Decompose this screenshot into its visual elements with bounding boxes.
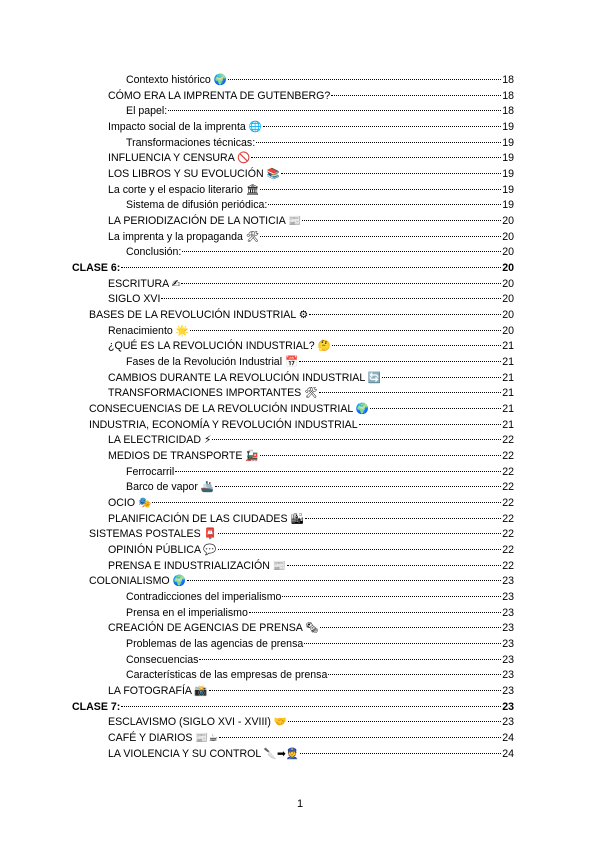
toc-entry-title: SIGLO XVI xyxy=(108,293,161,306)
dot-leader xyxy=(263,126,501,127)
toc-entry-title: Conclusión: xyxy=(126,246,182,259)
toc-entry-title: ESCLAVISMO (SIGLO XVI - XVIII) 🤝 xyxy=(108,716,288,729)
toc-entry[interactable] xyxy=(126,354,514,370)
toc-entry-title: La corte y el espacio literario 🏛 xyxy=(108,183,260,196)
toc-entry[interactable] xyxy=(89,307,514,323)
dot-leader xyxy=(121,267,501,268)
dot-leader xyxy=(228,79,501,80)
toc-entry[interactable] xyxy=(89,401,514,417)
toc-entry-title: El papel: xyxy=(126,105,168,118)
dot-leader xyxy=(251,157,501,158)
toc-entry[interactable] xyxy=(108,213,514,229)
toc-entry[interactable] xyxy=(108,511,514,527)
dot-leader xyxy=(212,439,501,440)
toc-entry-page: 20 xyxy=(502,324,514,337)
dot-leader xyxy=(300,753,501,754)
toc-entry[interactable] xyxy=(108,182,514,198)
dot-leader xyxy=(304,643,501,644)
toc-entry[interactable] xyxy=(108,683,514,699)
dot-leader xyxy=(161,298,501,299)
toc-entry[interactable] xyxy=(126,479,514,495)
dot-leader xyxy=(320,627,501,628)
toc-entry-title: PLANIFICACIÓN DE LAS CIUDADES 🏙 xyxy=(108,512,304,525)
toc-entry-page: 19 xyxy=(502,183,514,196)
toc-entry[interactable] xyxy=(108,385,514,401)
dot-leader xyxy=(268,204,501,205)
toc-entry-page: 23 xyxy=(502,638,514,651)
dot-leader xyxy=(218,533,501,534)
toc-entry-title: ESCRITURA ✍ xyxy=(108,277,181,290)
toc-entry-title: LA ELECTRICIDAD ⚡ xyxy=(108,434,212,447)
toc-entry[interactable] xyxy=(108,746,514,762)
toc-entry-page: 23 xyxy=(502,700,514,713)
toc-entry[interactable] xyxy=(126,636,514,652)
dot-leader xyxy=(152,502,501,503)
dot-leader xyxy=(288,721,501,722)
toc-entry-title: Características de las empresas de prensa xyxy=(126,669,328,682)
toc-entry-page: 23 xyxy=(502,669,514,682)
toc-entry-title: LA VIOLENCIA Y SU CONTROL 🔪➡👮 xyxy=(108,747,300,760)
toc-entry-title: Consecuencias xyxy=(126,653,199,666)
toc-entry-title: Contradicciones del imperialismo xyxy=(126,591,282,604)
dot-leader xyxy=(282,596,501,597)
dot-leader xyxy=(319,392,501,393)
toc-entry-title: CLASE 7: xyxy=(72,700,121,713)
toc-entry-title: Transformaciones técnicas: xyxy=(126,136,256,149)
toc-entry-page: 20 xyxy=(502,262,514,275)
toc-entry-page: 18 xyxy=(502,105,514,118)
toc-entry-page: 20 xyxy=(502,309,514,322)
dot-leader xyxy=(168,110,501,111)
toc-entry-page: 19 xyxy=(502,168,514,181)
toc-entry[interactable] xyxy=(126,244,514,260)
toc-entry-title: ¿QUÉ ES LA REVOLUCIÓN INDUSTRIAL? 🤔 xyxy=(108,340,331,353)
dot-leader xyxy=(302,220,501,221)
toc-entry[interactable] xyxy=(108,558,514,574)
dot-leader xyxy=(256,142,501,143)
toc-entry[interactable] xyxy=(108,448,514,464)
toc-entry[interactable] xyxy=(126,667,514,683)
toc-entry-title: Ferrocarril xyxy=(126,465,175,478)
toc-entry-title: La imprenta y la propaganda 🛠 xyxy=(108,230,260,243)
dot-leader xyxy=(218,549,501,550)
dot-leader xyxy=(209,690,501,691)
dot-leader xyxy=(331,95,501,96)
toc-entry-page: 21 xyxy=(502,340,514,353)
toc-entry-title: Impacto social de la imprenta 🌐 xyxy=(108,121,262,133)
toc-entry-title: LA PERIODIZACIÓN DE LA NOTICIA 📰 xyxy=(108,215,302,228)
toc-entry-title: SISTEMAS POSTALES 📮 xyxy=(89,528,217,541)
toc-entry[interactable] xyxy=(108,229,514,245)
toc-entry-page: 22 xyxy=(502,481,514,494)
dot-leader xyxy=(187,580,501,581)
toc-entry[interactable] xyxy=(126,605,514,621)
toc-entry[interactable] xyxy=(126,589,514,605)
dot-leader xyxy=(382,377,501,378)
toc-entry-title: Problemas de las agencias de prensa xyxy=(126,638,304,651)
toc-entry-title: CÓMO ERA LA IMPRENTA DE GUTENBERG? xyxy=(108,89,331,102)
toc-entry[interactable] xyxy=(108,338,514,354)
toc-entry-page: 21 xyxy=(502,356,514,369)
toc-entry-page: 22 xyxy=(502,434,514,447)
toc-entry-page: 24 xyxy=(502,747,514,760)
toc-entry-title: INFLUENCIA Y CENSURA 🚫 xyxy=(108,152,251,165)
toc-entry-title: Prensa en el imperialismo xyxy=(126,606,248,619)
toc-entry-title: BASES DE LA REVOLUCIÓN INDUSTRIAL ⚙ xyxy=(89,309,309,322)
dot-leader xyxy=(281,173,501,174)
toc-entry-title: Fases de la Revolución Industrial 📅 xyxy=(126,356,299,369)
toc-entry[interactable] xyxy=(126,135,514,151)
toc-entry[interactable] xyxy=(89,417,514,433)
toc-entry-page: 20 xyxy=(502,293,514,306)
toc-entry[interactable] xyxy=(108,495,514,511)
toc-entry[interactable] xyxy=(108,432,514,448)
toc-heading-entry[interactable] xyxy=(72,260,514,276)
toc-entry-page: 20 xyxy=(502,230,514,243)
toc-entry[interactable] xyxy=(108,620,514,636)
dot-leader xyxy=(299,361,501,362)
dot-leader xyxy=(190,330,501,331)
toc-entry-title: TRANSFORMACIONES IMPORTANTES 🛠 xyxy=(108,387,318,400)
toc-entry-page: 23 xyxy=(502,606,514,619)
toc-entry-title: INDUSTRIA, ECONOMÍA Y REVOLUCIÓN INDUSTRIAL xyxy=(89,418,358,431)
toc-entry-page: 18 xyxy=(502,89,514,102)
toc-entry[interactable] xyxy=(126,72,514,88)
toc-entry-title: Renacimiento 🌟 xyxy=(108,324,189,337)
dot-leader xyxy=(249,612,501,613)
toc-entry-page: 19 xyxy=(502,121,514,133)
toc-entry-page: 21 xyxy=(502,371,514,384)
dot-leader xyxy=(175,471,501,472)
toc-entry-page: 18 xyxy=(502,74,514,86)
toc-entry-page: 20 xyxy=(502,246,514,259)
toc-heading-entry[interactable] xyxy=(72,699,514,715)
dot-leader xyxy=(287,565,501,566)
dot-leader xyxy=(359,424,501,425)
dot-leader xyxy=(260,236,501,237)
toc-entry-title: OCIO 🎭 xyxy=(108,497,152,510)
toc-entry[interactable] xyxy=(89,573,514,589)
toc-entry[interactable] xyxy=(126,464,514,480)
dot-leader xyxy=(332,345,501,346)
toc-entry[interactable] xyxy=(108,542,514,558)
toc-entry[interactable] xyxy=(108,714,514,730)
toc-entry[interactable] xyxy=(108,323,514,339)
dot-leader xyxy=(121,706,501,707)
toc-entry-page: 23 xyxy=(502,685,514,698)
dot-leader xyxy=(182,251,501,252)
toc-entry[interactable] xyxy=(126,197,514,213)
dot-leader xyxy=(370,408,501,409)
dot-leader xyxy=(181,283,501,284)
toc-entry[interactable] xyxy=(108,291,514,307)
toc-entry[interactable] xyxy=(126,103,514,119)
dot-leader xyxy=(219,737,501,738)
toc-entry[interactable] xyxy=(108,119,514,135)
toc-entry[interactable] xyxy=(108,166,514,182)
toc-entry-page: 24 xyxy=(502,732,514,745)
toc-entry-page: 19 xyxy=(502,152,514,165)
toc-entry-title: OPINIÓN PÚBLICA 💬 xyxy=(108,544,217,557)
toc-entry-title: CREACIÓN DE AGENCIAS DE PRENSA 🗞 xyxy=(108,622,319,635)
toc-entry-page: 23 xyxy=(502,716,514,729)
dot-leader xyxy=(309,314,501,315)
toc-entry-title: Barco de vapor 🚢 xyxy=(126,481,214,494)
dot-leader xyxy=(328,674,501,675)
dot-leader xyxy=(215,486,501,487)
toc-entry-page: 20 xyxy=(502,215,514,228)
dot-leader xyxy=(199,659,501,660)
toc-entry-page: 22 xyxy=(502,465,514,478)
toc-entry-title: PRENSA E INDUSTRIALIZACIÓN 📰 xyxy=(108,559,287,572)
toc-entry-page: 22 xyxy=(502,512,514,525)
toc-entry-title: COLONIALISMO 🌍 xyxy=(89,575,186,588)
toc-entry-page: 22 xyxy=(502,528,514,541)
toc-entry-page: 21 xyxy=(502,403,514,416)
toc-entry-title: LA FOTOGRAFÍA 📸 xyxy=(108,685,208,698)
toc-entry[interactable] xyxy=(89,526,514,542)
toc-entry-page: 23 xyxy=(502,653,514,666)
toc-entry-page: 22 xyxy=(502,544,514,557)
toc-entry-title: LOS LIBROS Y SU EVOLUCIÓN 📚 xyxy=(108,168,280,181)
dot-leader xyxy=(260,455,501,456)
toc-entry-title: CONSECUENCIAS DE LA REVOLUCIÓN INDUSTRIAL 🌍 xyxy=(89,403,370,416)
toc-entry-page: 21 xyxy=(502,387,514,400)
toc-entry-title: CLASE 6: xyxy=(72,262,121,275)
toc-entry-title: Contexto histórico 🌍 xyxy=(126,74,227,86)
toc-entry-title: MEDIOS DE TRANSPORTE 🚂 xyxy=(108,450,259,463)
toc-entry-title: Sistema de difusión periódica: xyxy=(126,199,268,212)
dot-leader xyxy=(260,189,501,190)
toc-entry-page: 22 xyxy=(502,559,514,572)
toc-entry[interactable] xyxy=(108,730,514,746)
toc-entry-title: CAMBIOS DURANTE LA REVOLUCIÓN INDUSTRIAL 🔄 xyxy=(108,371,381,384)
toc-entry-page: 21 xyxy=(502,418,514,431)
toc-entry-page: 23 xyxy=(502,622,514,635)
toc-entry-page: 22 xyxy=(502,497,514,510)
toc-entry-page: 19 xyxy=(502,136,514,149)
toc-entry-page: 23 xyxy=(502,591,514,604)
toc-entry-page: 20 xyxy=(502,277,514,290)
toc-entry-title: CAFÉ Y DIARIOS 📰☕ xyxy=(108,732,219,745)
toc-entry[interactable] xyxy=(108,276,514,292)
toc-entry[interactable] xyxy=(108,88,514,104)
dot-leader xyxy=(305,518,501,519)
toc-entry-page: 22 xyxy=(502,450,514,463)
toc-entry[interactable] xyxy=(108,150,514,166)
toc-entry-page: 23 xyxy=(502,575,514,588)
toc-entry[interactable] xyxy=(126,652,514,668)
toc-entry[interactable] xyxy=(108,370,514,386)
toc-entry-page: 19 xyxy=(502,199,514,212)
page-number: 1 xyxy=(296,798,304,810)
